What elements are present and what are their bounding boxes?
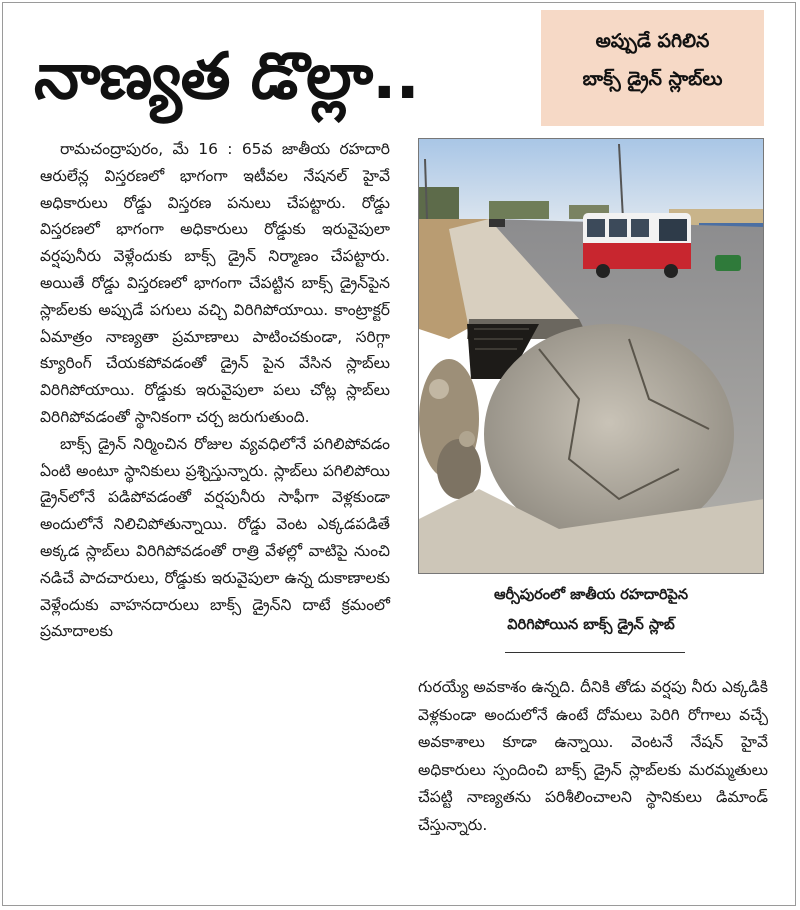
bus-icon	[583, 213, 691, 278]
article-paragraph-3: గురయ్యే అవకాశం ఉన్నది. దీనికి తోడు వర్షపు నీరు ఎక్కడికి వెళ్లకుండా అందులోనే ఉంటే దోమలు పెరిగి రోగాలు వచ్చే అవకాశాలు కూడా ఉన్నాయి. వెంటనే నేషన్ హైవే అధికారులు స్పందించి బాక్స్ డ్రైన్ స్లాబ్‌లకు మరమ్మతులు చేపట్టి నాణ్యతను పరిశీలించాలని స్థానికులు డిమాండ్ చేస్తున్నారు.	[418, 678, 768, 834]
caption-line-1: ఆర్సీపురంలో జాతీయ రహదారిపైన	[493, 587, 689, 603]
article-paragraph-2: బాక్స్ డ్రైన్ నిర్మించిన రోజుల వ్యవధిలోనే పగిలిపోవడం ఏంటి అంటూ స్థానికులు ప్రశ్నిస్తున్నారు. స్లాబ్‌లు పగిలిపోయి డ్రైన్‌లోనే పడిపోవడంతో వర్షపునీరు సాఫీగా వెళ్లకుండా అందులోనే నిలిచిపోతున్నాయి. రోడ్డు వెంట ఎక్కడపడితే అక్కడ స్లాబ్‌లు విరిగిపోవడంతో రాత్రి వేళల్లో వాటిపై నుంచి నడిచే పాదచారులు, రోడ్డుకు ఇరువైపులా ఉన్న దుకాణాలకు వెళ్లేందుకు వాహనదారులు బాక్స్ డ్రైన్‌ని దాటే క్రమంలో ప్రమాదాలకు	[40, 434, 390, 641]
photo-caption	[418, 580, 764, 640]
subheadline-box	[541, 10, 764, 126]
caption-line-2: విరిగిపోయిన బాక్స్ డ్రైన్ స్లాబ్	[507, 617, 675, 633]
broken-slab-photo	[418, 138, 764, 574]
article-column-left	[40, 136, 390, 645]
photo-illustration	[419, 139, 764, 574]
headline: నాణ్యత డొల్లా..	[34, 40, 419, 114]
caption-divider	[505, 652, 685, 653]
article-paragraph-1: రామచంద్రాపురం, మే 16 : 65వ జాతీయ రహదారి ఆరులేన్ల విస్తరణలో భాగంగా ఇటీవల నేషనల్ హైవే అధికారులు రోడ్డు విస్తరణ పనులు చేపట్టారు. రోడ్డు విస్తరణలో భాగంగా అధికారులు రోడ్డుకు ఇరువైపులా వర్షపునీరు వెళ్లేందుకు బాక్స్ డ్రైన్ నిర్మాణం చేపట్టారు. అయితే రోడ్డు విస్తరణలో భాగంగా చేపట్టిన బాక్స్ డ్రైన్‌పైన స్లాబ్‌లకు అప్పుడే పగులు వచ్చి విరిగిపోయాయి. కాంట్రాక్టర్ ఏమాత్రం నాణ్యతా ప్రమాణాలు పాటించకుండా, సరిగ్గా క్యూరింగ్ చేయకపోవడంతో డ్రైన్ పైన వేసిన స్లాబ్‌లు విరిగిపోయాయి. రోడ్డుకు ఇరువైపులా పలు చోట్ల స్లాబ్‌లు విరిగిపోవడంతో స్థానికంగా చర్చ జరుగుతుంది.	[40, 140, 390, 426]
article-column-right	[418, 674, 768, 839]
subheadline-line-1: అప్పుడే పగిలిన	[595, 30, 710, 52]
subheadline-line-2: బాక్స్ డ్రైన్ స్లాబ్‌లు	[582, 68, 723, 90]
